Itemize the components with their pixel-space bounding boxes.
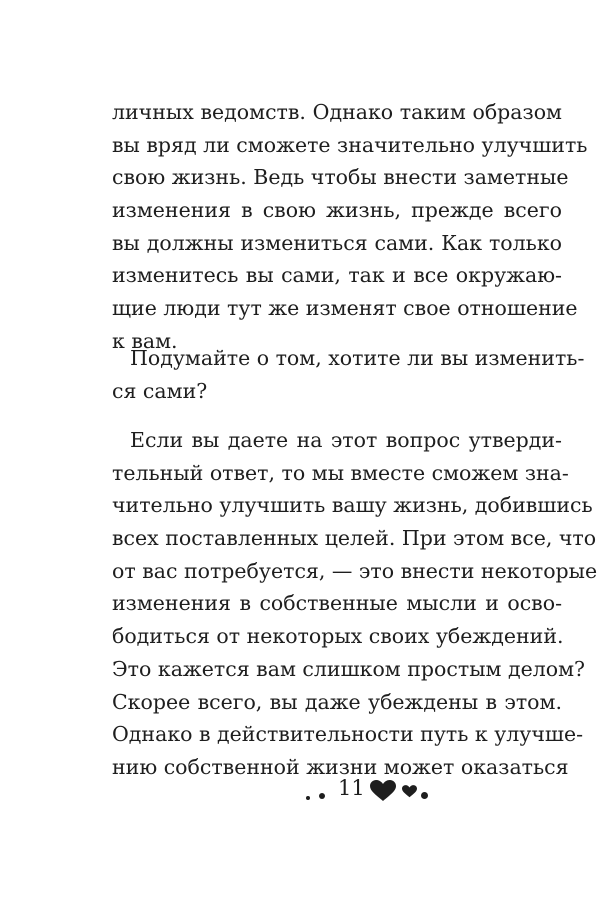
heart-icon bbox=[370, 780, 396, 802]
text-line: свою жизнь. Ведь чтобы внести заметные bbox=[112, 165, 569, 190]
text-line: вы вряд ли сможете значительно улучшить bbox=[112, 132, 588, 157]
dot-ornament-icon bbox=[421, 792, 428, 799]
text-line: чительно улучшить вашу жизнь, добившись bbox=[112, 493, 593, 518]
text-line: тельный ответ, то мы вместе сможем зна- bbox=[112, 460, 569, 485]
text-line: Однако в действительности путь к улучше- bbox=[112, 722, 584, 747]
paragraph-3 bbox=[112, 424, 598, 784]
text-line: изменения в свою жизнь, прежде всего bbox=[112, 198, 562, 223]
page-footer bbox=[306, 770, 446, 810]
text-line: бодиться от некоторых своих убеждений. bbox=[112, 624, 564, 649]
text-line: щие люди тут же изменят свое отношение bbox=[112, 296, 578, 321]
text-line: Скорее всего, вы даже убеждены в этом. bbox=[112, 689, 562, 714]
text-line: от вас потребуется, — это внести некоторые bbox=[112, 558, 598, 583]
dot-ornament-icon bbox=[306, 796, 310, 800]
text-line: личных ведомств. Однако таким образом bbox=[112, 100, 562, 124]
heart-icon bbox=[402, 785, 417, 798]
page-number: 11 bbox=[338, 776, 365, 800]
dot-ornament-icon bbox=[319, 793, 325, 799]
text-line: к вам. bbox=[112, 328, 178, 353]
text-line: изменитесь вы сами, так и все окружаю- bbox=[112, 263, 562, 288]
paragraph-2 bbox=[112, 342, 585, 407]
text-line: Если вы даете на этот вопрос утверди- bbox=[130, 428, 562, 452]
text-line: Это кажется вам слишком простым делом? bbox=[112, 656, 586, 681]
text-line: ся сами? bbox=[112, 378, 208, 403]
text-line: Подумайте о том, хотите ли вы изменить- bbox=[130, 346, 585, 370]
text-line: всех поставленных целей. При этом все, что bbox=[112, 526, 597, 551]
text-line: нию собственной жизни может оказаться bbox=[112, 754, 569, 779]
text-line: изменения в собственные мысли и осво- bbox=[112, 591, 562, 616]
text-line: вы должны измениться сами. Как только bbox=[112, 230, 562, 255]
